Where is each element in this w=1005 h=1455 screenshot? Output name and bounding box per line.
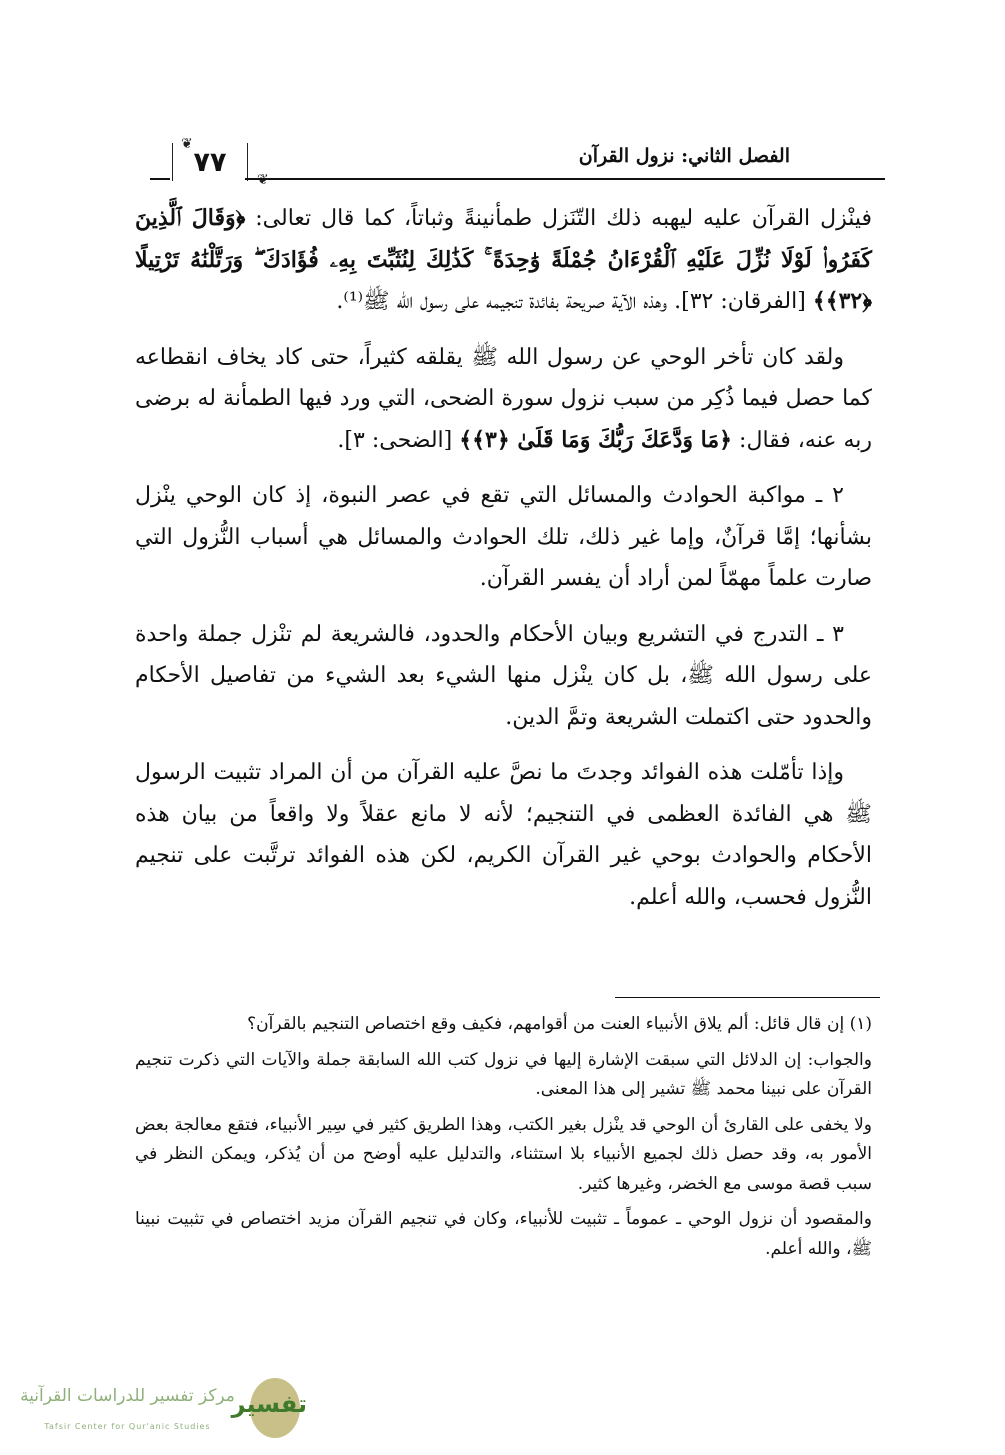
paragraph-text: [الضحى: ٣]. — [337, 427, 460, 453]
paragraph-text: فينْزل القرآن عليه ليهبه ذلك التّنَزل طمأنينةً وثباتاً، كما قال تعالى: — [245, 206, 872, 231]
paragraph-5: وإذا تأمّلت هذه الفوائد وجدتَ ما نصَّ عليه القرآن من أن المراد تثبيت الرسول ﷺ هي الفائدة العظمى في التنجيم؛ لأنه لا مانع عقلاً ولا واقعاً من بيان هذه الأحكام والحوادث بوحي غير القرآن الكريم، لكن هذه الفوائد ترتَّبت على تنجيم النُّزول فحسب، والله أعلم. — [135, 760, 872, 910]
footnote-paragraph: ولا يخفى على القارئ أن الوحي قد ينْزل بغير الكتب، وهذا الطريق كثير في سِير الأنبياء، فتقع معالجة بعض الأمور به، وقد حصل ذلك لجميع الأنبياء بلا استثناء، والتدليل عليه أوضح من أن يُذكر، ويمكن النظر في سبب قصة موسى مع الخضر، وغيرها كثير. — [135, 1114, 872, 1194]
header-rule-left — [150, 178, 170, 180]
footnote-paragraph: والمقصود أن نزول الوحي ـ عموماً ـ تثبيت للأنبياء، وكان في تنجيم القرآن مزيد اختصاص في تثبيت نبينا ﷺ، والله أعلم. — [135, 1209, 872, 1259]
paragraph-text: [الفرقان: ٣٢]. وهذه الآية صريحة بفائدة تنجيمه على رسول الله ﷺ⁽¹⁾. — [336, 289, 813, 314]
footnote-paragraph: والجواب: إن الدلائل التي سبقت الإشارة إليها في نزول كتب الله السابقة جملة والآيات التي ذكرت تنجيم القرآن على نبينا محمد ﷺ تشير إلى هذا المعنى. — [135, 1049, 872, 1099]
publisher-logo — [5, 1378, 307, 1446]
quran-verse: ﴿مَا وَدَّعَكَ رَبُّكَ وَمَا قَلَىٰ ﴿٣﴾﴾ — [459, 426, 733, 453]
paragraph-text: ولقد كان تأخر الوحي عن رسول الله ﷺ يقلقه كثيراً، حتى كاد يخاف انقطاعه كما حصل فيما ذُكِر من سبب نزول سورة الضحى، التي ورد فيها الطمأنة له برضى ربه عنه، فقال: — [135, 344, 872, 453]
paragraph-1 — [135, 198, 872, 323]
logo-subtitle: Tafsir Center for Qur'anic Studies — [44, 1422, 211, 1431]
page-number-box — [172, 136, 269, 188]
ornament-icon: ❦ — [257, 172, 269, 188]
chapter-title: الفصل الثاني: نزول القرآن — [578, 145, 790, 167]
ornament-icon: ❦ — [181, 136, 193, 152]
page-header — [150, 135, 885, 188]
page-number: ٧٧ — [193, 147, 227, 178]
footnote-1: (١) إن قال قائل: ألم يلاق الأنبياء العنت من أقوامهم، فكيف وقع اختصاص التنجيم بالقرآن؟ — [247, 1014, 872, 1034]
footnotes — [135, 1010, 872, 1270]
footnote-separator — [615, 997, 880, 998]
paragraph-3: ٢ ـ مواكبة الحوادث والمسائل التي تقع في عصر النبوة، إذ كان الوحي ينْزل بشأنها؛ إمَّا قرآنٌ، وإما غير ذلك، تلك الحوادث والمسائل هي أسباب النُّزول التي صارت علماً مهمّاً لمن أراد أن يفسر القرآن. — [135, 483, 872, 591]
main-text — [135, 198, 872, 932]
quran-verse: ﴿وَقَالَ ٱلَّذِينَ كَفَرُوا۟ لَوْلَا نُزِّلَ عَلَيْهِ ٱلْقُرْءَانُ جُمْلَةً وَٰحِدَةً ۚ كَذَٰلِكَ لِنُثَبِّتَ بِهِۦ فُؤَادَكَ ۖ وَرَتَّلْنَٰهُ تَرْتِيلًا ﴿٣٢﴾﴾ — [135, 205, 872, 314]
paragraph-4: ٣ ـ التدرج في التشريع وبيان الأحكام والحدود، فالشريعة لم تنْزل جملة واحدة على رسول الله ﷺ، بل كان ينْزل منها الشيء بعد الشيء من تفاصيل الأحكام والحدود حتى اكتملت الشريعة وتمَّ الدين. — [135, 621, 872, 730]
logo-emblem-text: تفسير — [231, 1390, 307, 1418]
paragraph-2 — [135, 337, 872, 462]
logo-title: مركز تفسير للدراسات القرآنية — [20, 1386, 235, 1406]
header-rule — [245, 178, 885, 180]
